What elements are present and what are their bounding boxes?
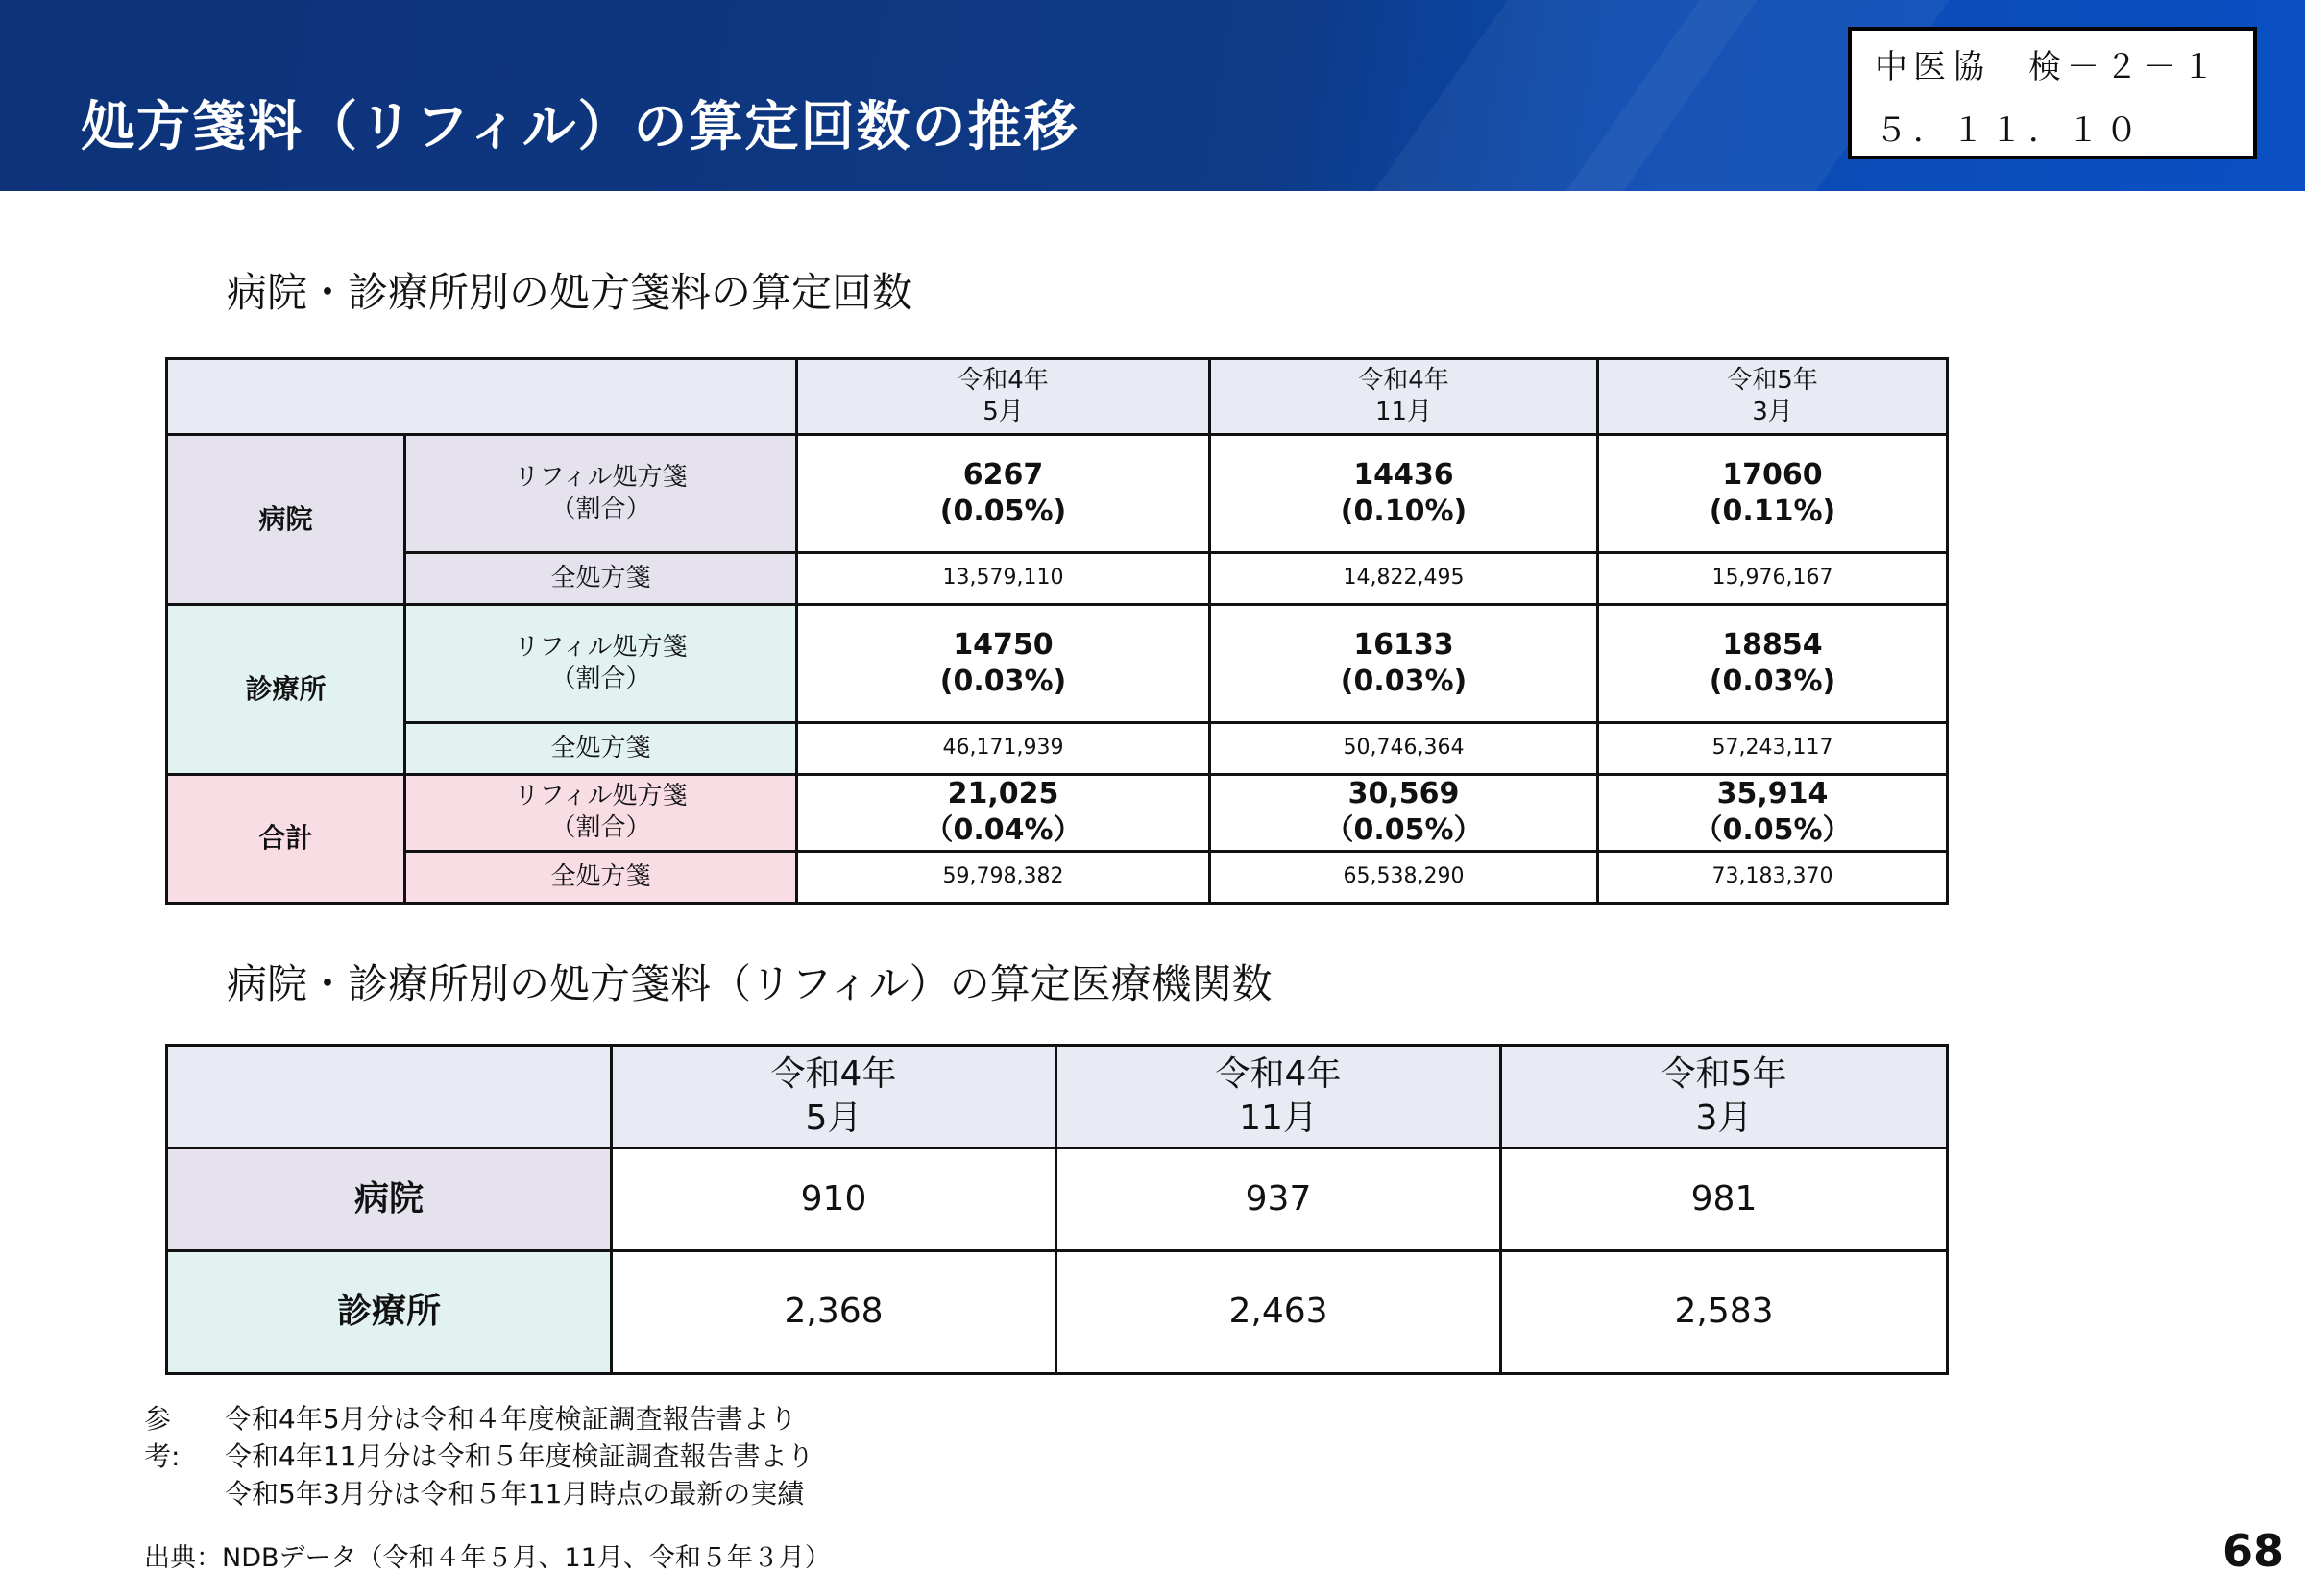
refill-value: 18854 (0.03%) [1598, 605, 1948, 723]
page-number: 68 [2221, 1525, 2284, 1577]
refill-value: 16133 (0.03%) [1210, 605, 1598, 723]
table-row [167, 605, 1948, 723]
all-value: 14,822,495 [1210, 553, 1598, 605]
count-value: 910 [612, 1149, 1056, 1251]
reference-code: 中医協 検－２－１ [1875, 48, 2220, 86]
refill-value: 6267 (0.05%) [797, 435, 1210, 553]
table-header-row [167, 1046, 1948, 1149]
row-label-hospital: 病院 [167, 1149, 612, 1251]
row-label-all: 全処方箋 [405, 851, 797, 903]
refill-value: 14436 (0.10%) [1210, 435, 1598, 553]
column-header: 令和5年 3月 [1501, 1046, 1948, 1149]
source-note: 出典：NDBデータ（令和４年５月、11月、令和５年３月） [144, 1543, 831, 1573]
document-reference-box [1848, 27, 2257, 159]
row-label-refill: リフィル処方箋 （割合） [405, 775, 797, 852]
column-header: 令和5年 3月 [1598, 359, 1948, 435]
column-header: 令和4年 11月 [1210, 359, 1598, 435]
count-value: 2,368 [612, 1251, 1056, 1374]
count-value: 2,583 [1501, 1251, 1948, 1374]
all-value: 15,976,167 [1598, 553, 1948, 605]
table-row [167, 851, 1948, 903]
reference-date: ５．１１．１０ [1875, 111, 2144, 150]
refill-value: 21,025 （0.04%） [797, 775, 1210, 852]
row-label-all: 全処方箋 [405, 553, 797, 605]
row-label-all: 全処方箋 [405, 723, 797, 775]
corner-cell [167, 1046, 612, 1149]
section1-title: 病院・診療所別の処方箋料の算定回数 [227, 269, 913, 316]
row-label-refill: リフィル処方箋 （割合） [405, 435, 797, 553]
table-row [167, 723, 1948, 775]
all-value: 57,243,117 [1598, 723, 1948, 775]
row-label-clinic: 診療所 [167, 1251, 612, 1374]
notes-label: 参考: [144, 1403, 181, 1472]
table-header-row [167, 359, 1948, 435]
section2-title: 病院・診療所別の処方箋料（リフィル）の算定医療機関数 [227, 960, 1273, 1007]
group-label-total: 合計 [167, 775, 405, 904]
page-title: 処方箋料（リフィル）の算定回数の推移 [81, 96, 1080, 158]
column-header: 令和4年 5月 [797, 359, 1210, 435]
refill-count-table [165, 357, 1949, 905]
all-value: 50,746,364 [1210, 723, 1598, 775]
count-value: 981 [1501, 1149, 1948, 1251]
column-header: 令和4年 5月 [612, 1046, 1056, 1149]
count-value: 937 [1056, 1149, 1501, 1251]
table-row [167, 1251, 1948, 1374]
all-value: 59,798,382 [797, 851, 1210, 903]
refill-value: 30,569 （0.05%） [1210, 775, 1598, 852]
count-value: 2,463 [1056, 1251, 1501, 1374]
all-value: 65,538,290 [1210, 851, 1598, 903]
table-row [167, 775, 1948, 852]
note-item: 令和4年5月分は令和４年度検証調査報告書より [225, 1403, 797, 1435]
all-value: 73,183,370 [1598, 851, 1948, 903]
refill-value: 17060 (0.11%) [1598, 435, 1948, 553]
institution-count-table [165, 1044, 1949, 1375]
note-item: 令和4年11月分は令和５年度検証調査報告書より [225, 1440, 814, 1472]
table-row [167, 435, 1948, 553]
refill-value: 35,914 （0.05%） [1598, 775, 1948, 852]
group-label-hospital: 病院 [167, 435, 405, 605]
table-row [167, 1149, 1948, 1251]
note-item: 令和5年3月分は令和５年11月時点の最新の実績 [225, 1478, 805, 1510]
all-value: 46,171,939 [797, 723, 1210, 775]
row-label-refill: リフィル処方箋 （割合） [405, 605, 797, 723]
refill-value: 14750 (0.03%) [797, 605, 1210, 723]
table-row [167, 553, 1948, 605]
all-value: 13,579,110 [797, 553, 1210, 605]
corner-cell [167, 359, 797, 435]
group-label-clinic: 診療所 [167, 605, 405, 775]
column-header: 令和4年 11月 [1056, 1046, 1501, 1149]
